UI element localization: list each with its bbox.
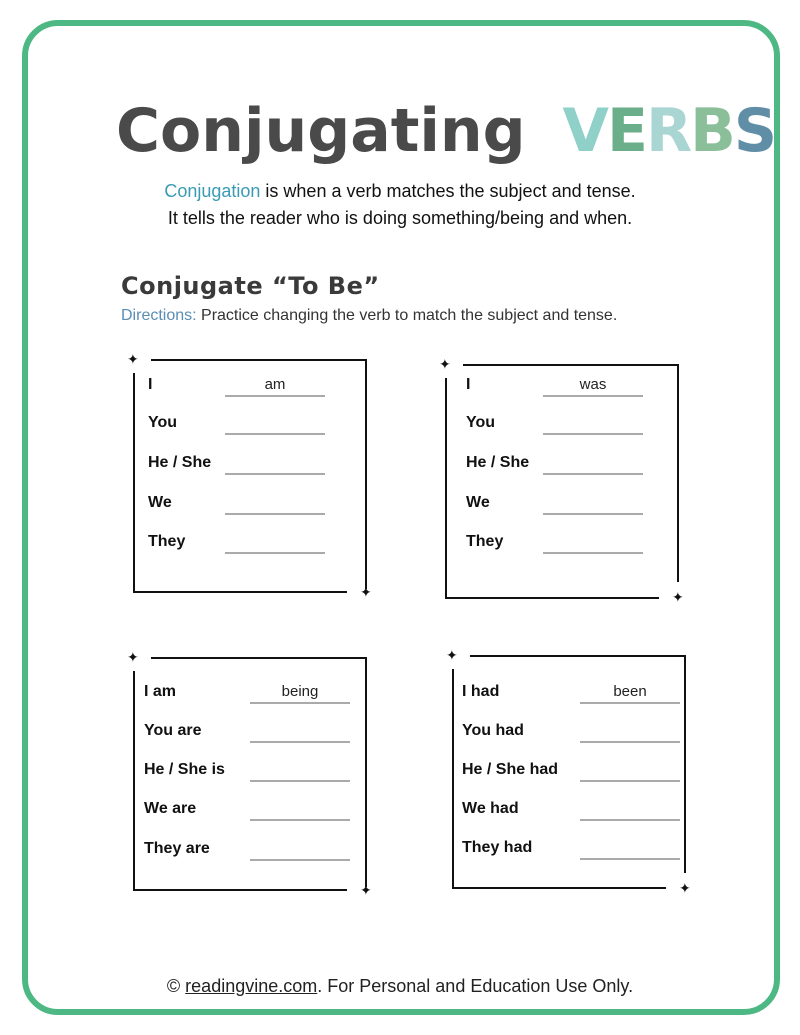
intro-text <box>0 178 800 232</box>
answer-blank[interactable] <box>250 859 350 861</box>
answer-blank[interactable] <box>580 702 680 704</box>
answer-text <box>543 414 643 434</box>
box-border-left <box>133 373 135 593</box>
box-border-left <box>445 378 447 598</box>
title-letter: V <box>562 96 607 166</box>
box-border-top <box>151 359 366 361</box>
subject-label: I <box>466 376 471 393</box>
subject-label: He / She had <box>462 761 559 778</box>
title-letter: S <box>733 96 776 166</box>
subject-label: You <box>148 414 178 431</box>
site-link[interactable]: readingvine.com <box>185 976 318 996</box>
answer-text: was <box>579 376 607 393</box>
answer-blank[interactable] <box>250 819 350 821</box>
answer-text <box>543 494 643 514</box>
answer-text <box>250 840 350 860</box>
title-letter: R <box>645 96 691 166</box>
box-border-right <box>365 359 367 589</box>
subject-label: He / She <box>466 454 530 471</box>
footer-text: . For Personal and Education Use Only. <box>317 976 634 996</box>
subject-label: You had <box>462 722 524 739</box>
box-border-left <box>452 669 454 889</box>
answer-text <box>225 414 325 434</box>
title-verbs <box>544 96 775 166</box>
sparkle-icon: ✦ <box>127 650 139 666</box>
answer-blank[interactable] <box>543 552 643 554</box>
subject-label: We <box>466 494 490 511</box>
subject-label: They had <box>462 839 533 856</box>
subject-label: You are <box>144 722 202 739</box>
answer-blank[interactable] <box>250 702 350 704</box>
answer-text <box>580 722 680 742</box>
answer-blank[interactable] <box>543 513 643 515</box>
intro-line-2: It tells the reader who is doing something/being and when. <box>167 208 633 228</box>
box-border-top <box>470 655 686 657</box>
subject-label: They <box>466 533 504 550</box>
answer-blank[interactable] <box>543 395 643 397</box>
subject-label: He / She is <box>144 761 225 778</box>
answer-text <box>580 839 680 859</box>
title-main: Conjugating <box>116 96 526 166</box>
answer-blank[interactable] <box>225 473 325 475</box>
box-border-right <box>677 364 679 582</box>
answer-text <box>543 533 643 553</box>
answer-blank[interactable] <box>225 513 325 515</box>
answer-blank[interactable] <box>580 858 680 860</box>
answer-text: being <box>281 683 319 700</box>
subject-label: They are <box>144 840 210 857</box>
title-letter: E <box>606 96 646 166</box>
subject-label: We had <box>462 800 519 817</box>
sparkle-icon: ✦ <box>672 590 684 606</box>
subject-label: I had <box>462 683 500 700</box>
answer-blank[interactable] <box>225 552 325 554</box>
box-border-top <box>151 657 367 659</box>
sparkle-icon: ✦ <box>360 585 372 601</box>
subject-label: We <box>148 494 172 511</box>
answer-blank[interactable] <box>580 780 680 782</box>
sparkle-icon: ✦ <box>679 881 691 897</box>
directions-label: Directions: <box>121 307 197 324</box>
answer-text <box>580 800 680 820</box>
answer-blank[interactable] <box>250 780 350 782</box>
answer-blank[interactable] <box>250 741 350 743</box>
copyright-symbol: © <box>166 976 186 996</box>
answer-blank[interactable] <box>225 395 325 397</box>
box-border-right <box>365 657 367 887</box>
answer-text <box>543 454 643 474</box>
answer-text <box>580 761 680 781</box>
answer-blank[interactable] <box>580 819 680 821</box>
intro-keyword: Conjugation <box>164 181 261 201</box>
answer-text: am <box>264 376 286 393</box>
sparkle-icon: ✦ <box>360 883 372 899</box>
directions <box>121 307 617 325</box>
answer-blank[interactable] <box>543 473 643 475</box>
title-letter: B <box>690 96 734 166</box>
intro-line-1 <box>0 178 800 205</box>
answer-blank[interactable] <box>543 433 643 435</box>
answer-blank[interactable] <box>580 741 680 743</box>
page-title <box>116 96 775 176</box>
answer-blank[interactable] <box>225 433 325 435</box>
footer <box>0 976 800 997</box>
directions-text: Practice changing the verb to match the subject and tense. <box>196 307 618 324</box>
answer-text <box>250 800 350 820</box>
box-border-right <box>684 655 686 873</box>
sparkle-icon: ✦ <box>439 357 451 373</box>
subject-label: We are <box>144 800 197 817</box>
answer-text <box>225 533 325 553</box>
answer-text <box>225 454 325 474</box>
subject-label: They <box>148 533 186 550</box>
section-title: Conjugate “To Be” <box>121 272 380 300</box>
answer-text <box>225 494 325 514</box>
box-border-bottom <box>133 591 347 593</box>
subject-label: He / She <box>148 454 212 471</box>
answer-text: been <box>613 683 647 700</box>
subject-label: I am <box>144 683 177 700</box>
intro-line1-rest: is when a verb matches the subject and tense. <box>260 181 636 201</box>
sparkle-icon: ✦ <box>127 352 139 368</box>
box-border-bottom <box>445 597 659 599</box>
sparkle-icon: ✦ <box>446 648 458 664</box>
subject-label: I <box>148 376 153 393</box>
box-border-bottom <box>452 887 666 889</box>
answer-text <box>250 761 350 781</box>
box-border-top <box>463 364 679 366</box>
subject-label: You <box>466 414 496 431</box>
answer-text <box>250 722 350 742</box>
box-border-bottom <box>133 889 347 891</box>
box-border-left <box>133 671 135 891</box>
